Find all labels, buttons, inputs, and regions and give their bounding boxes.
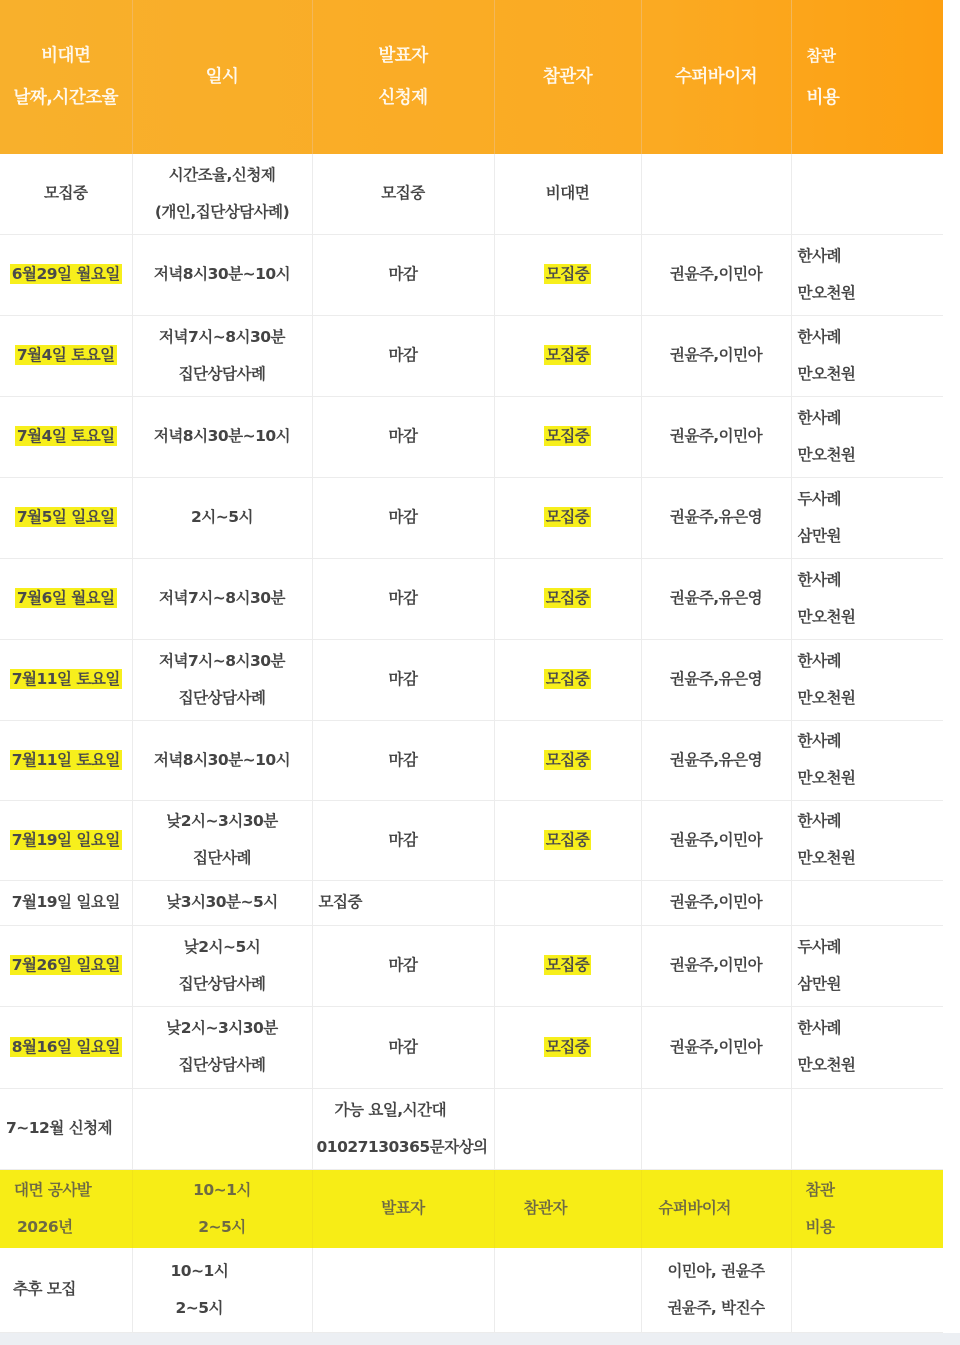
cost-cell <box>791 1248 943 1332</box>
supervisor-cell: 이민아, 권윤주 권윤주, 박진수 <box>641 1248 791 1332</box>
cost-cell <box>791 154 943 234</box>
right-margin <box>943 0 960 1333</box>
table-row <box>0 396 943 477</box>
date-cell: 7~12월 신청제 <box>0 1088 132 1169</box>
cost-cell <box>791 880 943 925</box>
cost-cell: 한사례 만오천원 <box>791 720 943 800</box>
supervisor-cell: 권윤주,유은영 <box>641 558 791 639</box>
date-cell: 7월4일 토요일 <box>0 396 132 477</box>
cost-cell <box>791 1088 943 1169</box>
header-observer: 참관자 <box>494 0 641 154</box>
supervisor-cell: 권윤주,이민아 <box>641 315 791 396</box>
table-row <box>0 1006 943 1088</box>
observer-cell: 모집중 <box>494 558 641 639</box>
presenter-cell: 마감 <box>312 639 494 720</box>
time-cell: 저녁8시30분~10시 <box>132 234 312 315</box>
time-cell: 시간조율,신청제 (개인,집단상담사례) <box>132 154 312 234</box>
table-row <box>0 1248 943 1332</box>
table-row <box>0 477 943 558</box>
date-cell: 모집중 <box>0 154 132 234</box>
table-row <box>0 315 943 396</box>
presenter-cell: 마감 <box>312 925 494 1006</box>
date-cell: 7월26일 일요일 <box>0 925 132 1006</box>
time-cell: 저녁7시~8시30분 집단상담사례 <box>132 639 312 720</box>
header-supervisor: 수퍼바이저 <box>641 0 791 154</box>
supervisor-cell <box>641 154 791 234</box>
presenter-cell <box>312 1248 494 1332</box>
observer-cell <box>494 1088 641 1169</box>
time-cell: 저녁7시~8시30분 집단상담사례 <box>132 315 312 396</box>
time-cell: 저녁8시30분~10시 <box>132 720 312 800</box>
observer-cell: 모집중 <box>494 925 641 1006</box>
table-header-row <box>0 0 943 154</box>
observer-cell: 모집중 <box>494 639 641 720</box>
observer-cell: 모집중 <box>494 800 641 880</box>
header-time: 일시 <box>132 0 312 154</box>
presenter-cell: 마감 <box>312 477 494 558</box>
section2-observer-header: 참관자 <box>494 1169 641 1248</box>
date-cell: 7월5일 일요일 <box>0 477 132 558</box>
presenter-cell: 마감 <box>312 315 494 396</box>
observer-cell <box>494 1248 641 1332</box>
section2-header-row <box>0 1169 943 1248</box>
time-cell: 낮2시~5시 집단상담사례 <box>132 925 312 1006</box>
table-row <box>0 880 943 925</box>
cost-cell: 한사례 만오천원 <box>791 639 943 720</box>
date-cell: 7월11일 토요일 <box>0 720 132 800</box>
section2-cost-header: 참관 비용 <box>791 1169 943 1248</box>
cost-cell: 두사례 삼만원 <box>791 477 943 558</box>
supervisor-cell: 권윤주,유은영 <box>641 477 791 558</box>
time-cell: 저녁7시~8시30분 <box>132 558 312 639</box>
time-cell <box>132 1088 312 1169</box>
presenter-cell: 마감 <box>312 234 494 315</box>
observer-cell: 모집중 <box>494 234 641 315</box>
table-row <box>0 558 943 639</box>
supervisor-cell: 권윤주,이민아 <box>641 396 791 477</box>
cost-cell: 한사례 만오천원 <box>791 1006 943 1088</box>
supervisor-cell: 권윤주,이민아 <box>641 800 791 880</box>
time-cell: 낮2시~3시30분 집단사례 <box>132 800 312 880</box>
section2-time-header: 10~1시 2~5시 <box>132 1169 312 1248</box>
presenter-cell: 마감 <box>312 1006 494 1088</box>
section2-date-header: 대면 공사발 2026년 <box>0 1169 132 1248</box>
supervisor-cell: 권윤주,이민아 <box>641 880 791 925</box>
supervisor-cell: 권윤주,이민아 <box>641 1006 791 1088</box>
time-cell: 저녁8시30분~10시 <box>132 396 312 477</box>
presenter-cell: 마감 <box>312 720 494 800</box>
cost-cell: 한사례 만오천원 <box>791 315 943 396</box>
table-row <box>0 234 943 315</box>
observer-cell: 모집중 <box>494 1006 641 1088</box>
cost-cell: 한사례 만오천원 <box>791 396 943 477</box>
time-cell: 2시~5시 <box>132 477 312 558</box>
header-presenter: 발표자 신청제 <box>312 0 494 154</box>
time-cell: 낮3시30분~5시 <box>132 880 312 925</box>
date-cell: 추후 모집 <box>0 1248 132 1332</box>
cost-cell: 두사례 삼만원 <box>791 925 943 1006</box>
bottom-scroll-area <box>0 1333 960 1345</box>
table-row <box>0 720 943 800</box>
observer-cell: 모집중 <box>494 396 641 477</box>
presenter-cell: 마감 <box>312 558 494 639</box>
date-cell: 7월4일 토요일 <box>0 315 132 396</box>
supervisor-cell: 권윤주,유은영 <box>641 720 791 800</box>
time-cell: 낮2시~3시30분 집단상담사례 <box>132 1006 312 1088</box>
section2-presenter-header: 발표자 <box>312 1169 494 1248</box>
date-cell: 7월6일 월요일 <box>0 558 132 639</box>
time-cell: 10~1시 2~5시 <box>132 1248 312 1332</box>
table-row <box>0 1088 943 1169</box>
observer-cell: 모집중 <box>494 720 641 800</box>
observer-cell: 모집중 <box>494 477 641 558</box>
observer-cell: 모집중 <box>494 315 641 396</box>
date-cell: 8월16일 일요일 <box>0 1006 132 1088</box>
supervisor-cell: 권윤주,이민아 <box>641 925 791 1006</box>
date-cell: 7월19일 일요일 <box>0 880 132 925</box>
date-cell: 7월19일 일요일 <box>0 800 132 880</box>
supervisor-cell: 권윤주,이민아 <box>641 234 791 315</box>
table-row <box>0 925 943 1006</box>
cost-cell: 한사례 만오천원 <box>791 558 943 639</box>
header-date: 비대면 날짜,시간조율 <box>0 0 132 154</box>
presenter-cell: 가능 요일,시간대 01027130365문자상의 <box>312 1088 494 1169</box>
presenter-cell: 마감 <box>312 800 494 880</box>
cost-cell: 한사례 만오천원 <box>791 234 943 315</box>
date-cell: 6월29일 월요일 <box>0 234 132 315</box>
presenter-cell: 모집중 <box>312 880 494 925</box>
table-row <box>0 639 943 720</box>
date-cell: 7월11일 토요일 <box>0 639 132 720</box>
supervisor-cell: 권윤주,유은영 <box>641 639 791 720</box>
header-cost: 참관 비용 <box>791 0 943 154</box>
observer-cell: 비대면 <box>494 154 641 234</box>
presenter-cell: 마감 <box>312 396 494 477</box>
observer-cell <box>494 880 641 925</box>
supervisor-cell <box>641 1088 791 1169</box>
presenter-cell: 모집중 <box>312 154 494 234</box>
cost-cell: 한사례 만오천원 <box>791 800 943 880</box>
table-row <box>0 800 943 880</box>
section2-supervisor-header: 슈퍼바이저 <box>641 1169 791 1248</box>
table-row <box>0 154 943 234</box>
